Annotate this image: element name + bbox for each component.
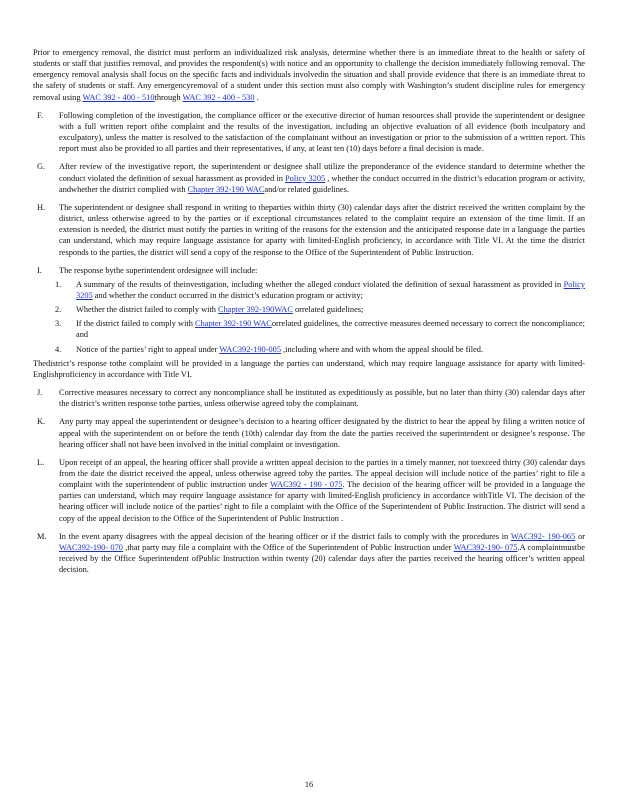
sub-text: orrelated guidelines, the corrective measures deemed necessary to correct the noncompliance; and [76,319,585,340]
item-marker: K. [37,417,46,427]
item-body [59,265,585,276]
item-text: In the event aparty disagrees with the appeal decision of the hearing officer or if the district fails to comply with the procedures in [59,531,511,541]
sub-item-4 [55,344,585,355]
sub-item-2 [55,304,585,315]
list-item-l [33,457,585,524]
item-body: Any party may appeal the superintendent or designee’s decision to a hearing officer designated by the district to hear the appeal by filing a written notice of appeal with the superintendent on or before the tenth (10th) calendar day from the date the parties received the superintendent or designee’s response. The hearing officer shall not have been involved in the initial complaint or investigation. [59,417,585,449]
page-number: 16 [304,780,314,789]
item-marker: J. [37,388,43,398]
link-wac-392-190-070[interactable]: WAC392-190- 070 [59,542,123,552]
item-body: Corrective measures necessary to correct any noncompliance shall be instituted as expeditiously as possible, but no later than thirty (30) calendar days after the district’s written response tothe parties, unless otherwise agreed toby the complainant. [59,388,585,409]
item-text: . The decision of the hearing officer will be provided in a language the parties can understand, which may require language assistance for aparty with limited-English proficiency in accordance withTitle VI. The decision of the hearing officer will include notice of the parties’ right to file a complaint with the Office of the Superintendent of Public Instruction. The district will send a copy of the appeal decision to the Office of the Superintendent of Public Instruction . [59,480,585,523]
list-item-j [33,387,585,409]
sub-marker: 1. [55,279,62,289]
intro-text: through [154,92,183,102]
item-marker: F. [37,110,44,120]
sub-item-3 [55,318,585,340]
list-item-h [33,202,585,258]
sub-text: Whether the district failed to comply with [76,305,219,315]
sub-text: ,including where and with whom the appeal should be filed. [281,344,484,354]
link-wac-392-190-075[interactable]: WAC392 - 190 - 075 [270,480,343,490]
intro-text: Prior to emergency removal, the district must perform an individualized risk analysis, determine whether there is an immediate threat to the health or safety of students or staff that justifies removal, and provides the respondent(s) with notice and an opportunity to challenge the decision immediately following removal. The emergency removal analysis shall focus on the specific facts and individuals involvedin the situation and shall provide evidence that there is an immediate threat to the safety of students or staff. Any emergencyremoval of a student under this section must also comply with Washington’s student discipline rules for emergency removal using [33,48,585,102]
document-page [33,47,585,582]
item-marker: M. [37,531,47,541]
link-policy-3205[interactable]: Policy 3205 [76,279,585,300]
link-chapter-392-190-wac[interactable]: Chapter 392-190WAC [218,305,293,315]
item-text: , whether the conduct occurred in the district’s education program or activity, andwhether the district complied with [59,173,585,194]
link-wac-392-190-005[interactable]: WAC392-190-005 [219,344,281,354]
link-wac-392-400-510[interactable]: WAC 392 - 400 - 510 [82,92,155,102]
item-body [59,531,585,576]
sub-item-1 [55,279,585,301]
intro-paragraph [33,47,585,103]
sub-body [76,304,585,315]
item-text: and/or related guidelines. [264,184,349,194]
item-text: After review of the investigative report, the superintendent or designee shall utilize the preponderance of the evidence standard to determine whether the conduct violated the definition of sexual harassment as provided in [59,162,585,183]
sub-text: Notice of the parties’ right to appeal under [76,344,220,354]
item-text: The response bythe superintendent ordesignee will include: [59,265,258,275]
item-body: The superintendent or designee shall respond in writing to theparties within thirty (30) calendar days after the district received the written complaint by the district, unless otherwise agreed to by the parties or if exceptional circumstances related to the complaint require an extension of the time limit. If an extension is needed, the district must notify the parties in writing of the reasons for the extension and the anticipated response date in a language the parties can understand, which may require language assistance for aparty with limited-English proficiency, in accordance with Title VI. At the time the district responds to the parties, the district will send a copy of the response to the Office of the Superintendent of Public Instruction. [59,202,585,257]
language-assistance-paragraph: Thedistrict’s response tothe complaint will be provided in a language the parties can understand, which may require language assistance for aparty with limited-Englishproficiency in accordance with Title VI. [33,358,585,379]
list-item-f [33,110,585,155]
item-marker: L. [37,457,45,467]
list-item-m [33,531,585,576]
sub-text: A summary of the results of theinvestigation, including whether the alleged conduct violated the definition of sexual harassment as provided in [76,279,564,289]
sub-marker: 4. [55,344,62,354]
sub-body [76,344,585,355]
item-marker: H. [37,202,46,212]
intro-text: . [254,92,259,102]
list-item-g [33,161,585,194]
item-body [59,457,585,524]
sub-body [76,318,585,340]
item-text: ,that party may file a complaint with the Office of the Superintendent of Public Instruction under [122,542,454,552]
link-wac-392-190-065[interactable]: WAC392- 190-065 [510,531,576,541]
sub-marker: 3. [55,319,62,329]
item-marker: G. [37,162,46,172]
link-wac-392-190-075[interactable]: WAC392-190- 075 [453,542,518,552]
list-item-i [33,265,585,276]
link-policy-3205[interactable]: Policy 3205 [285,173,326,183]
sub-text: and whether the conduct occurred in the district’s education program or activity; [92,290,363,300]
item-text: .A complaintmustbe received by the Office Superintendent ofPublic Instruction within twenty (20) calendar days after the parties received the hearing officer’s written appeal decision. [59,542,585,575]
sub-text: orrelated guidelines; [292,305,364,315]
sub-marker: 2. [55,305,62,315]
item-text: Upon receipt of an appeal, the hearing officer shall provide a written appeal decision to the parties in a timely manner, not toexceed thirty (30) calendar days from the date the district received the appeal, unless otherwise agreed toby the parties. The appeal decision will include notice of the parties’ right to file a complaint with the superintendent of public instruction under [59,457,585,490]
item-text: or [575,531,585,541]
item-body: Following completion of the investigation, the compliance officer or the executive director of human resources shall provide the superintendent or designee with a full written report ofthe complaint and the results of the investigation, including an objective evaluation of all evidence (both inculpatory and exculpatory), unless the matter is resolved to the satisfaction of the complainant without an investigation or prior to the submission of a written report. This report must also be provided to all parties and their representatives, if any, at least ten (10) days before a final decision is made. [59,110,585,154]
item-marker: I. [37,265,42,275]
link-chapter-392-190-wac[interactable]: Chapter 392-190 WAC [187,184,265,194]
sub-list [55,279,585,355]
procedure-list [33,110,585,576]
link-wac-392-400-530[interactable]: WAC 392 - 400 - 530 [182,92,255,102]
sub-body [76,279,585,301]
item-body [59,161,585,194]
link-chapter-392-190-wac[interactable]: Chapter 392-190 WAC [195,319,272,329]
sub-text: If the district failed to comply with [76,319,195,329]
list-item-k [33,416,585,449]
